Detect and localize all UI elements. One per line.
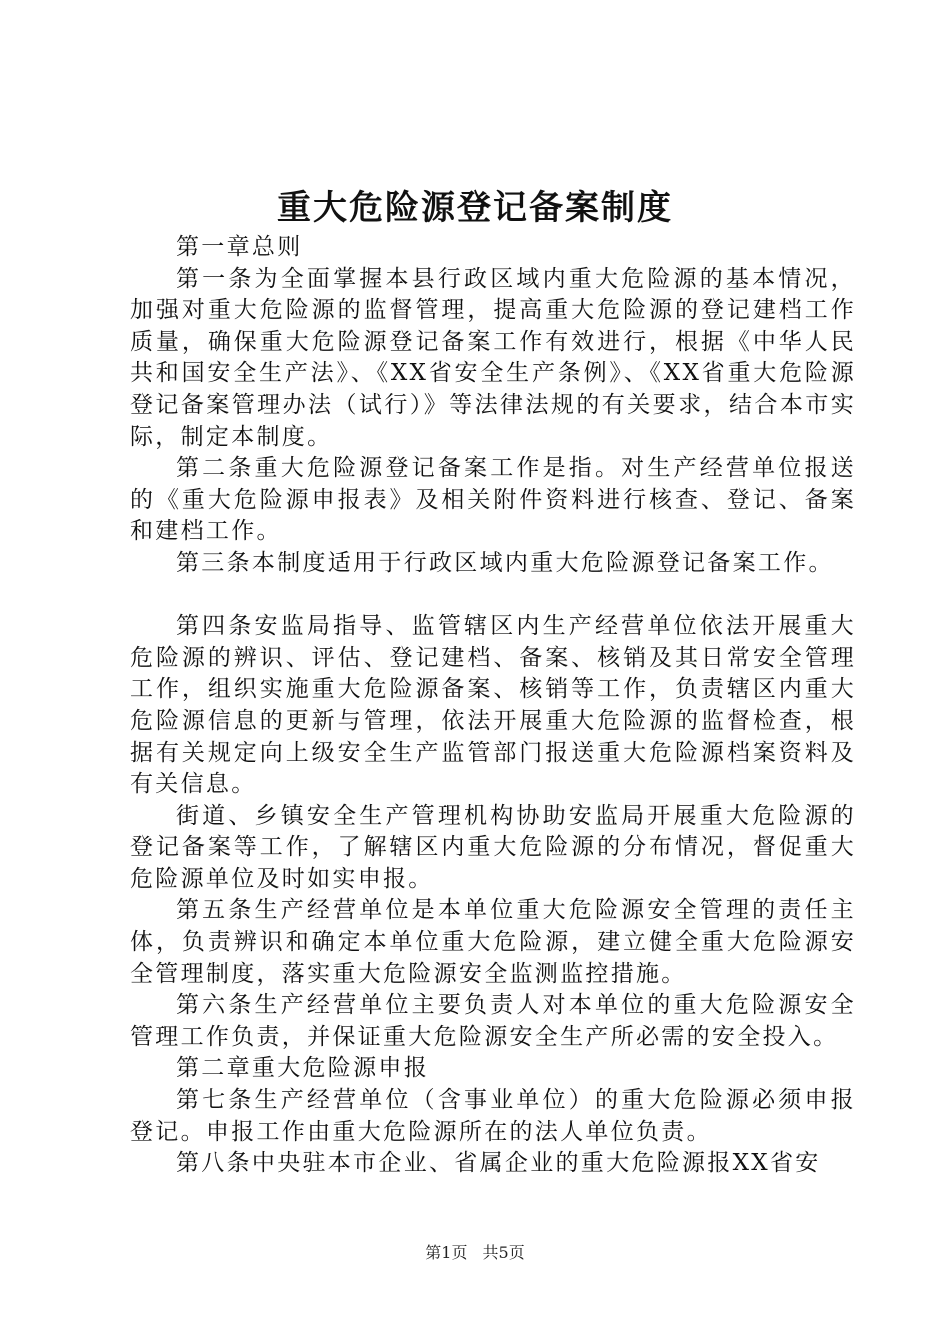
paragraph: 第八条中央驻本市企业、省属企业的重大危险源报XX省安 [176, 1150, 821, 1177]
page-total: 共5页 [482, 1243, 525, 1262]
document-body [130, 232, 856, 1180]
page-footer [0, 1241, 950, 1265]
paragraph: 第二条重大危险源登记备案工作是指。对生产经营单位报送的《重大危险源申报表》及相关附件资料进行核查、登记、备案和建档工作。 [130, 455, 856, 545]
paragraph: 第七条生产经营单位（含事业单位）的重大危险源必须申报登记。申报工作由重大危险源所在的法人单位负责。 [130, 1087, 856, 1145]
paragraph: 第四条安监局指导、监管辖区内生产经营单位依法开展重大危险源的辨识、评估、登记建档、备案、核销及其日常安全管理工作，组织实施重大危险源备案、核销等工作，负责辖区内重大危险源信息的更新与管理，依法开展重大危险源的监督检查，根据有关规定向上级安全生产监管部门报送重大危险源档案资料及有关信息。 [130, 613, 856, 798]
paragraph: 第五条生产经营单位是本单位重大危险源安全管理的责任主体，负责辨识和确定本单位重大危险源，建立健全重大危险源安全管理制度，落实重大危险源安全监测监控措施。 [130, 897, 856, 987]
document-title: 重大危险源登记备案制度 [277, 188, 673, 228]
paragraph: 第一条为全面掌握本县行政区域内重大危险源的基本情况，加强对重大危险源的监督管理，提高重大危险源的登记建档工作质量，确保重大危险源登记备案工作有效进行，根据《中华人民共和国安全生产法》、《XX省安全生产条例》、《XX省重大危险源登记备案管理办法（试行）》等法律法规的有关要求，结合本市实际，制定本制度。 [130, 265, 856, 450]
paragraph: 第三条本制度适用于行政区域内重大危险源登记备案工作。 [176, 549, 834, 576]
chapter-heading: 第一章总则 [176, 234, 303, 260]
page-number: 第1页 [425, 1243, 468, 1262]
paragraph: 街道、乡镇安全生产管理机构协助安监局开展重大危险源的登记备案等工作，了解辖区内重大危险源的分布情况，督促重大危险源单位及时如实申报。 [130, 802, 856, 892]
chapter-heading: 第二章重大危险源申报 [176, 1055, 429, 1082]
paragraph: 第六条生产经营单位主要负责人对本单位的重大危险源安全管理工作负责，并保证重大危险源安全生产所必需的安全投入。 [130, 992, 856, 1050]
